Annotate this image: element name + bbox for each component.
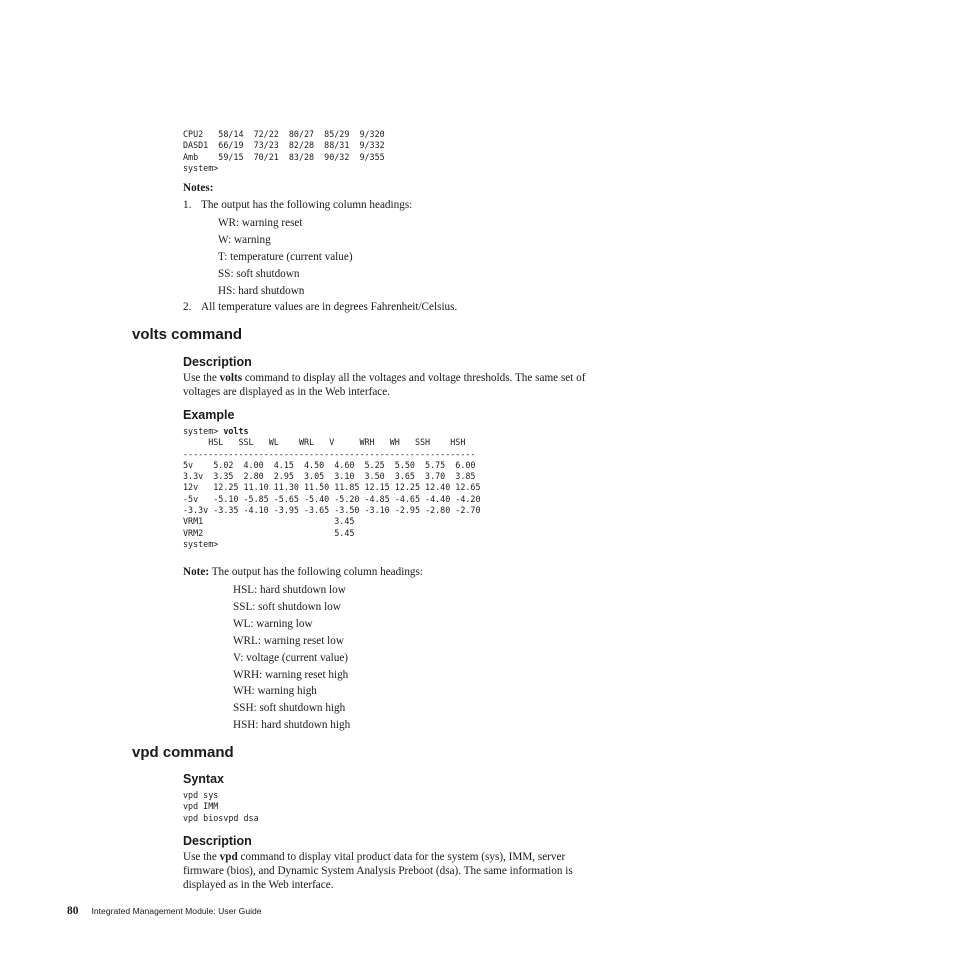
heading-item: WRH: warning reset high — [233, 668, 349, 681]
code-line: 12v 12.25 11.10 11.30 11.50 11.85 12.15 12.25 12.40 12.65 — [183, 482, 481, 493]
vpd-description: Use the vpd command to display vital product data for the system (sys), IMM, server firmware (bios), and Dynamic System Analysis Preboot (dsa). The same information is displayed as in the Web interface. — [183, 851, 573, 891]
code-line: system> volts — [183, 426, 249, 436]
vpd-section-title: vpd command — [132, 744, 234, 761]
heading-item: HSL: hard shutdown low — [233, 584, 346, 596]
heading-item: SS: soft shutdown — [218, 267, 300, 280]
code-line: VRM2 5.45 — [183, 527, 355, 538]
list-number: 1. — [183, 199, 192, 211]
notes-label: Notes: — [183, 182, 214, 194]
volts-example-heading: Example — [183, 408, 235, 422]
volts-description: Use the volts command to display all the voltages and voltage thresholds. The same set of voltages are displayed as in the Web interface. — [183, 372, 586, 398]
command-input: volts — [223, 426, 249, 436]
code-line: vpd biosvpd dsa — [183, 812, 259, 823]
heading-item: SSL: soft shutdown low — [233, 600, 341, 613]
code-line: system> — [183, 162, 219, 173]
volts-description-heading: Description — [183, 355, 252, 369]
code-line: system> — [183, 538, 219, 549]
code-line: HSL SSL WL WRL V WRH WH SSH HSH — [183, 437, 466, 448]
volts-output-block — [183, 426, 481, 550]
code-line: -5v -5.10 -5.85 -5.65 -5.40 -5.20 -4.85 -4.65 -4.40 -4.20 — [183, 493, 481, 504]
heading-item: SSH: soft shutdown high — [233, 702, 346, 715]
page-footer — [67, 901, 262, 919]
code-line: -3.3v -3.35 -4.10 -3.95 -3.65 -3.50 -3.10 -2.95 -2.80 -2.70 — [183, 505, 481, 516]
heading-item: W: warning — [218, 233, 271, 246]
page-number: 80 — [67, 905, 79, 917]
volts-note: Note: The output has the following column headings: — [183, 566, 423, 578]
code-line: vpd IMM — [183, 801, 219, 812]
vpd-description-heading: Description — [183, 834, 252, 848]
code-line: vpd sys — [183, 790, 219, 800]
code-line: VRM1 3.45 — [183, 516, 355, 527]
command-name: vpd — [219, 851, 238, 863]
vpd-syntax-block — [183, 790, 259, 824]
vpd-syntax-heading: Syntax — [183, 772, 224, 786]
temp-headings-list — [218, 215, 353, 300]
code-line: ---------------------------------------------------------- — [183, 448, 476, 459]
code-line: 5v 5.02 4.00 4.15 4.50 4.60 5.25 5.50 5.75 6.00 — [183, 459, 476, 470]
volts-headings-list — [233, 582, 350, 734]
code-line: CPU2 58/14 72/22 80/27 85/29 9/320 — [183, 129, 385, 139]
book-title: Integrated Management Module: User Guide — [91, 906, 262, 916]
command-name: volts — [219, 372, 243, 384]
heading-item: HSH: hard shutdown high — [233, 719, 351, 732]
heading-item: WH: warning high — [233, 685, 317, 698]
notes-item-1 — [183, 198, 412, 212]
list-number: 2. — [183, 301, 192, 313]
code-line: 3.3v 3.35 2.80 2.95 3.05 3.10 3.50 3.65 3.70 3.85 — [183, 471, 476, 482]
heading-item: HS: hard shutdown — [218, 284, 305, 297]
note-label: Note: — [183, 566, 210, 578]
volts-section-title: volts command — [132, 326, 243, 343]
heading-item: WR: warning reset — [218, 217, 303, 229]
notes-item-2 — [183, 300, 457, 314]
list-text: The output has the following column headings: — [201, 199, 413, 211]
temps-output-block — [183, 129, 385, 174]
code-line: DASD1 66/19 73/23 82/28 88/31 9/332 — [183, 140, 385, 151]
heading-item: WL: warning low — [233, 617, 313, 630]
list-text: All temperature values are in degrees Fahrenheit/Celsius. — [201, 301, 458, 313]
heading-item: T: temperature (current value) — [218, 250, 353, 263]
code-line: Amb 59/15 70/21 83/28 90/32 9/355 — [183, 151, 385, 162]
heading-item: V: voltage (current value) — [233, 651, 349, 664]
heading-item: WRL: warning reset low — [233, 634, 344, 647]
